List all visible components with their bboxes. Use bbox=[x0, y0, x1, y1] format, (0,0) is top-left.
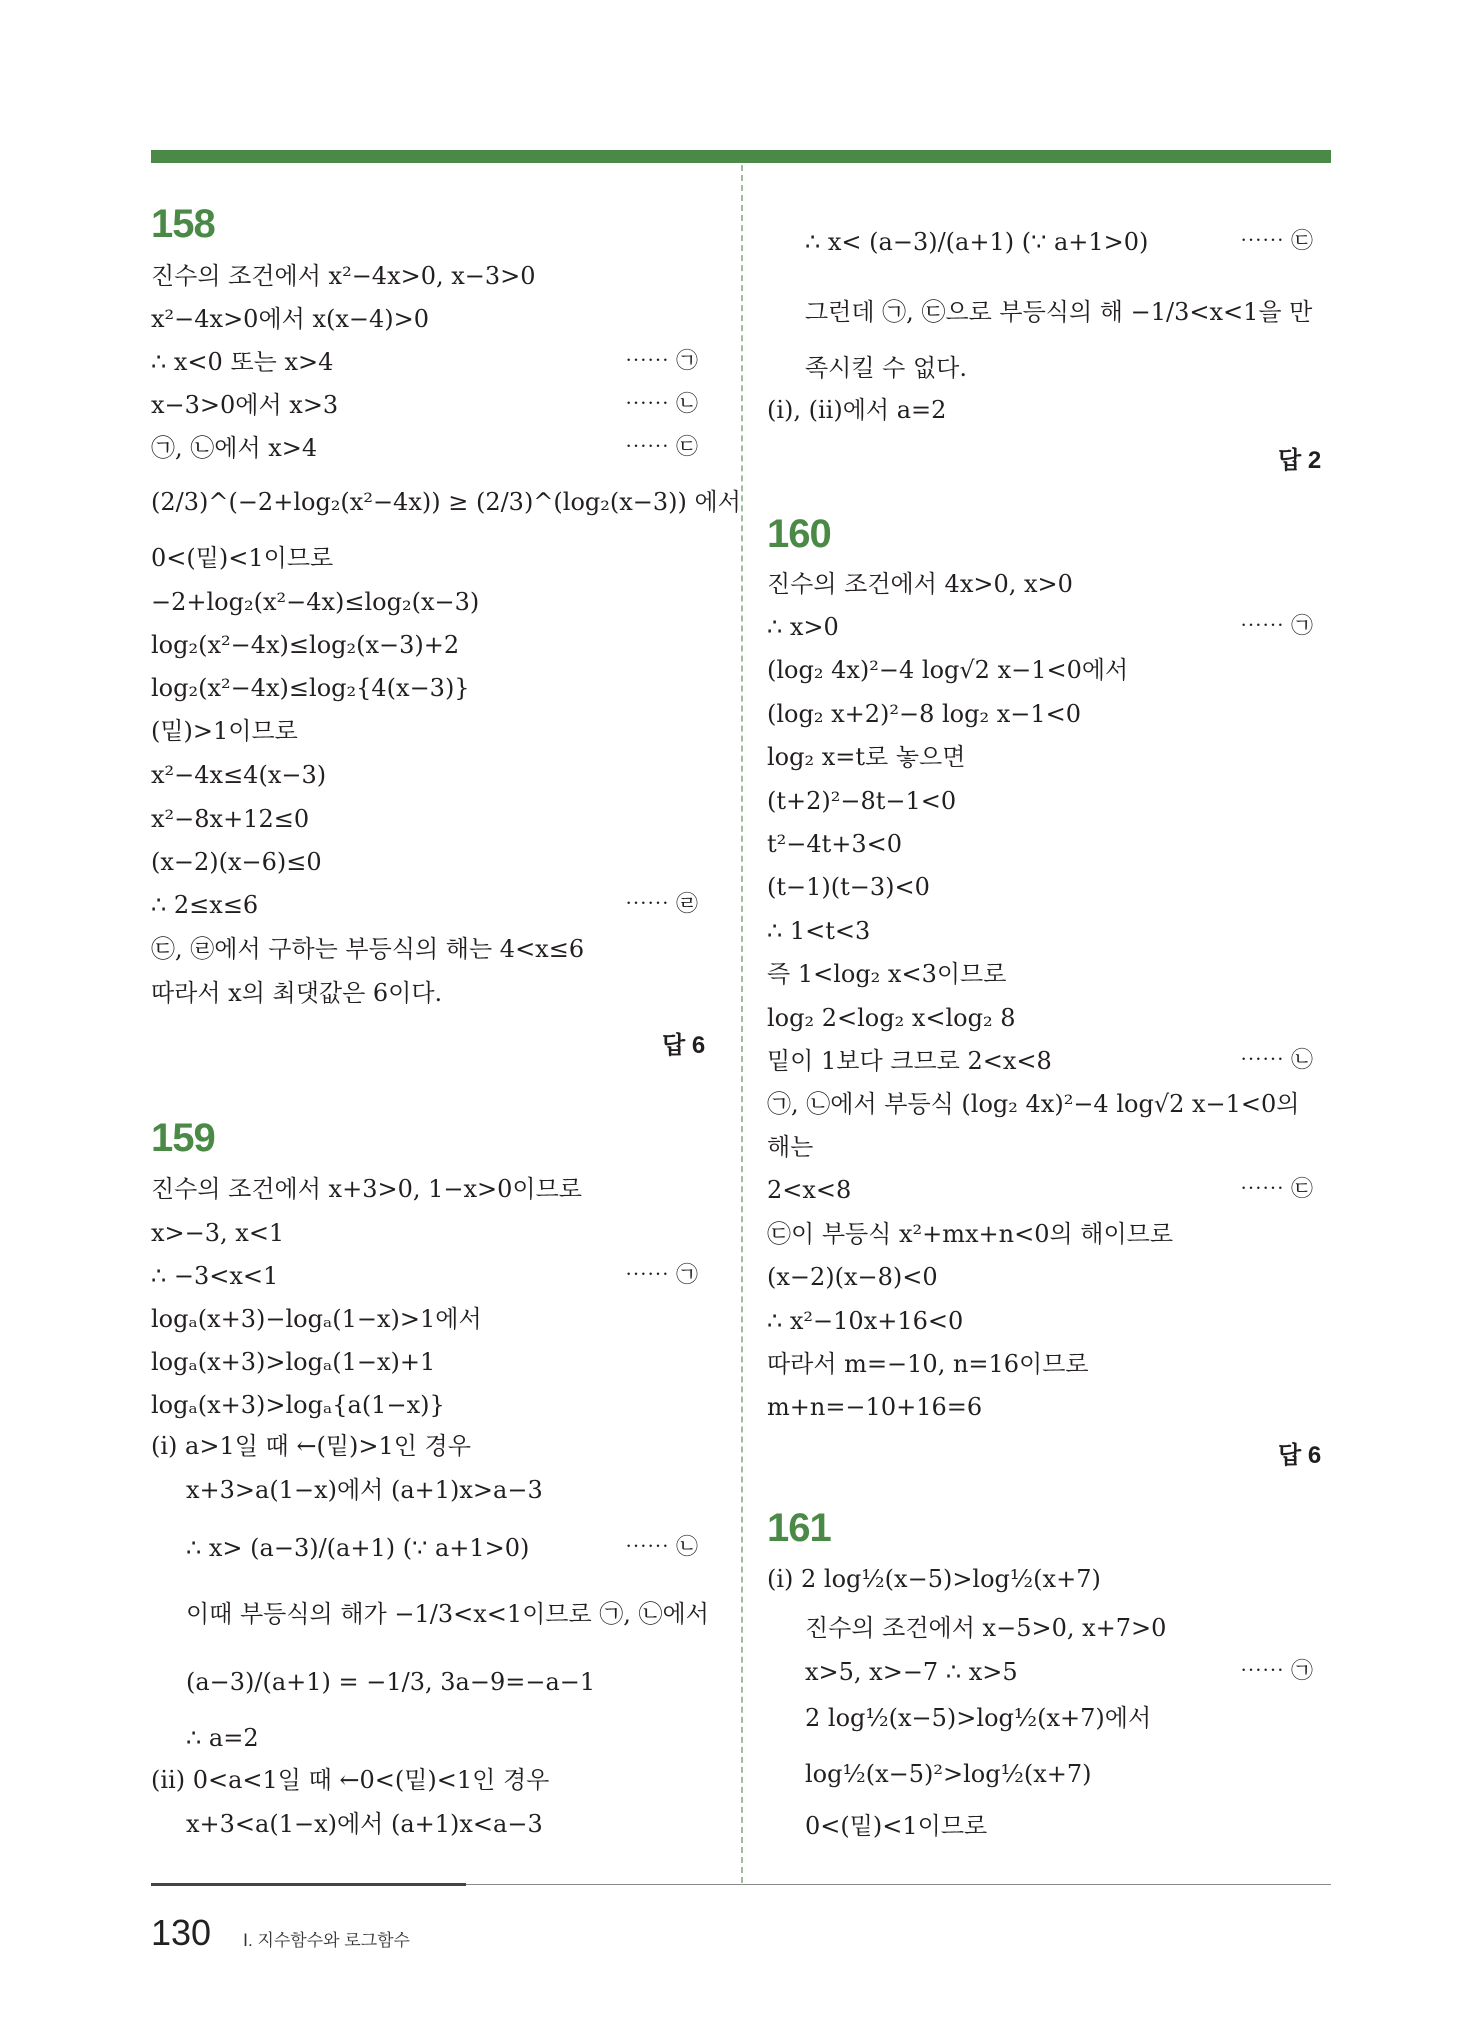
solution-line: 이때 부등식의 해가 −1/3<x<1이므로 ㉠, ㉡에서 bbox=[186, 1600, 709, 1628]
equation-tag: ⋯⋯ ㉢ bbox=[1240, 229, 1313, 254]
solution-line: x−3>0에서 x>3 bbox=[151, 391, 339, 419]
chapter-title: Ⅰ. 지수함수와 로그함수 bbox=[243, 1931, 410, 1950]
solution-line: logₐ(x+3)>logₐ(1−x)+1 bbox=[151, 1348, 436, 1376]
solution-line: t²−4t+3<0 bbox=[767, 830, 903, 858]
problem-number-159: 159 bbox=[151, 1116, 215, 1160]
footer-rule-accent bbox=[151, 1883, 466, 1886]
solution-line: 진수의 조건에서 x+3>0, 1−x>0이므로 bbox=[151, 1175, 582, 1203]
equation-tag: ⋯⋯ ㉠ bbox=[1240, 1659, 1313, 1684]
solution-line: 그런데 ㉠, ㉢으로 부등식의 해 −1/3<x<1을 만 bbox=[805, 298, 1313, 326]
solution-line: 해는 bbox=[767, 1133, 814, 1161]
solution-line: log₂ x=t로 놓으면 bbox=[767, 743, 966, 771]
solution-line: ∴ x²−10x+16<0 bbox=[767, 1307, 964, 1335]
solution-line: (t+2)²−8t−1<0 bbox=[767, 787, 957, 815]
solution-line: (x−2)(x−6)≤0 bbox=[151, 848, 322, 876]
solution-line: 0<(밑)<1이므로 bbox=[151, 544, 334, 572]
solution-line: (x−2)(x−8)<0 bbox=[767, 1263, 938, 1291]
equation-tag: ⋯⋯ ㉡ bbox=[1240, 1048, 1313, 1073]
equation-tag: ⋯⋯ ㉠ bbox=[1240, 614, 1313, 639]
solution-line: (ⅱ) 0<a<1일 때 ←0<(밑)<1인 경우 bbox=[151, 1766, 550, 1794]
solution-line: 즉 1<log₂ x<3이므로 bbox=[767, 960, 1007, 988]
solution-line: 밑이 1보다 크므로 2<x<8 bbox=[767, 1047, 1052, 1075]
solution-line: ∴ a=2 bbox=[186, 1724, 259, 1752]
solution-line: (ⅰ) 2 log½(x−5)>log½(x+7) bbox=[767, 1565, 1101, 1593]
equation-tag: ⋯⋯ ㉢ bbox=[1240, 1177, 1313, 1202]
solution-line: (2/3)^(−2+log₂(x²−4x)) ≥ (2/3)^(log₂(x−3)) 에서 bbox=[151, 488, 741, 516]
header-accent-bar bbox=[151, 150, 1331, 163]
solution-line: 진수의 조건에서 x−5>0, x+7>0 bbox=[805, 1614, 1167, 1642]
equation-tag: ⋯⋯ ㉣ bbox=[625, 892, 698, 917]
solution-line: ∴ x< (a−3)/(a+1) (∵ a+1>0) bbox=[805, 228, 1149, 256]
solution-line: 족시킬 수 없다. bbox=[805, 354, 967, 382]
solution-line: (a−3)/(a+1) = −1/3, 3a−9=−a−1 bbox=[186, 1668, 596, 1696]
solution-line: (밑)>1이므로 bbox=[151, 717, 298, 745]
solution-line: ∴ x>0 bbox=[767, 613, 839, 641]
solution-line: ∴ 1<t<3 bbox=[767, 917, 871, 945]
solution-line: x²−8x+12≤0 bbox=[151, 805, 310, 833]
solution-line: (t−1)(t−3)<0 bbox=[767, 873, 930, 901]
column-divider bbox=[741, 165, 743, 1883]
solution-line: x+3<a(1−x)에서 (a+1)x<a−3 bbox=[186, 1810, 543, 1838]
solution-line: ㉢이 부등식 x²+mx+n<0의 해이므로 bbox=[767, 1220, 1174, 1248]
answer-158: 답 6 bbox=[662, 1032, 706, 1059]
solution-line: m+n=−10+16=6 bbox=[767, 1393, 983, 1421]
solution-line: (ⅰ) a>1일 때 ←(밑)>1인 경우 bbox=[151, 1432, 471, 1460]
solution-line: x>−3, x<1 bbox=[151, 1219, 285, 1247]
solution-line: (log₂ x+2)²−8 log₂ x−1<0 bbox=[767, 700, 1082, 728]
solution-line: x>5, x>−7 ∴ x>5 bbox=[805, 1658, 1018, 1686]
solution-line: ㉠, ㉡에서 x>4 bbox=[151, 434, 318, 462]
solution-line: 2 log½(x−5)>log½(x+7)에서 bbox=[805, 1704, 1152, 1732]
solution-line: ∴ x<0 또는 x>4 bbox=[151, 348, 334, 376]
solution-line: x+3>a(1−x)에서 (a+1)x>a−3 bbox=[186, 1476, 543, 1504]
solution-line: ∴ −3<x<1 bbox=[151, 1262, 279, 1290]
solution-line: (log₂ 4x)²−4 log√2 x−1<0에서 bbox=[767, 656, 1129, 684]
solution-line: −2+log₂(x²−4x)≤log₂(x−3) bbox=[151, 588, 480, 616]
solution-line: ∴ x> (a−3)/(a+1) (∵ a+1>0) bbox=[186, 1534, 530, 1562]
solution-line: ㉠, ㉡에서 부등식 (log₂ 4x)²−4 log√2 x−1<0의 bbox=[767, 1090, 1300, 1118]
solution-line: 따라서 x의 최댓값은 6이다. bbox=[151, 979, 443, 1007]
solution-line: log₂(x²−4x)≤log₂(x−3)+2 bbox=[151, 631, 460, 659]
problem-number-160: 160 bbox=[767, 512, 831, 556]
solution-line: logₐ(x+3)−logₐ(1−x)>1에서 bbox=[151, 1305, 482, 1333]
solution-line: x²−4x>0에서 x(x−4)>0 bbox=[151, 305, 430, 333]
equation-tag: ⋯⋯ ㉠ bbox=[625, 1263, 698, 1288]
answer-159: 답 2 bbox=[1278, 447, 1322, 474]
problem-number-158: 158 bbox=[151, 202, 215, 246]
solution-line: log₂(x²−4x)≤log₂{4(x−3)} bbox=[151, 674, 470, 702]
equation-tag: ⋯⋯ ㉢ bbox=[625, 435, 698, 460]
solution-line: x²−4x≤4(x−3) bbox=[151, 761, 327, 789]
page-number: 130 bbox=[151, 1912, 212, 1953]
solution-line: 따라서 m=−10, n=16이므로 bbox=[767, 1350, 1089, 1378]
equation-tag: ⋯⋯ ㉠ bbox=[625, 349, 698, 374]
solution-line: 0<(밑)<1이므로 bbox=[805, 1812, 988, 1840]
equation-tag: ⋯⋯ ㉡ bbox=[625, 392, 698, 417]
problem-number-161: 161 bbox=[767, 1506, 831, 1550]
answer-160: 답 6 bbox=[1278, 1442, 1322, 1469]
solution-line: ∴ 2≤x≤6 bbox=[151, 891, 259, 919]
solution-line: 진수의 조건에서 x²−4x>0, x−3>0 bbox=[151, 262, 536, 290]
solution-line: (ⅰ), (ⅱ)에서 a=2 bbox=[767, 396, 947, 424]
solution-line: log₂ 2<log₂ x<log₂ 8 bbox=[767, 1004, 1016, 1032]
solution-line: 진수의 조건에서 4x>0, x>0 bbox=[767, 570, 1073, 598]
solution-line: ㉢, ㉣에서 구하는 부등식의 해는 4<x≤6 bbox=[151, 935, 585, 963]
solution-line: 2<x<8 bbox=[767, 1176, 852, 1204]
solution-line: log½(x−5)²>log½(x+7) bbox=[805, 1760, 1092, 1788]
solution-line: logₐ(x+3)>logₐ{a(1−x)} bbox=[151, 1391, 445, 1419]
equation-tag: ⋯⋯ ㉡ bbox=[625, 1535, 698, 1560]
